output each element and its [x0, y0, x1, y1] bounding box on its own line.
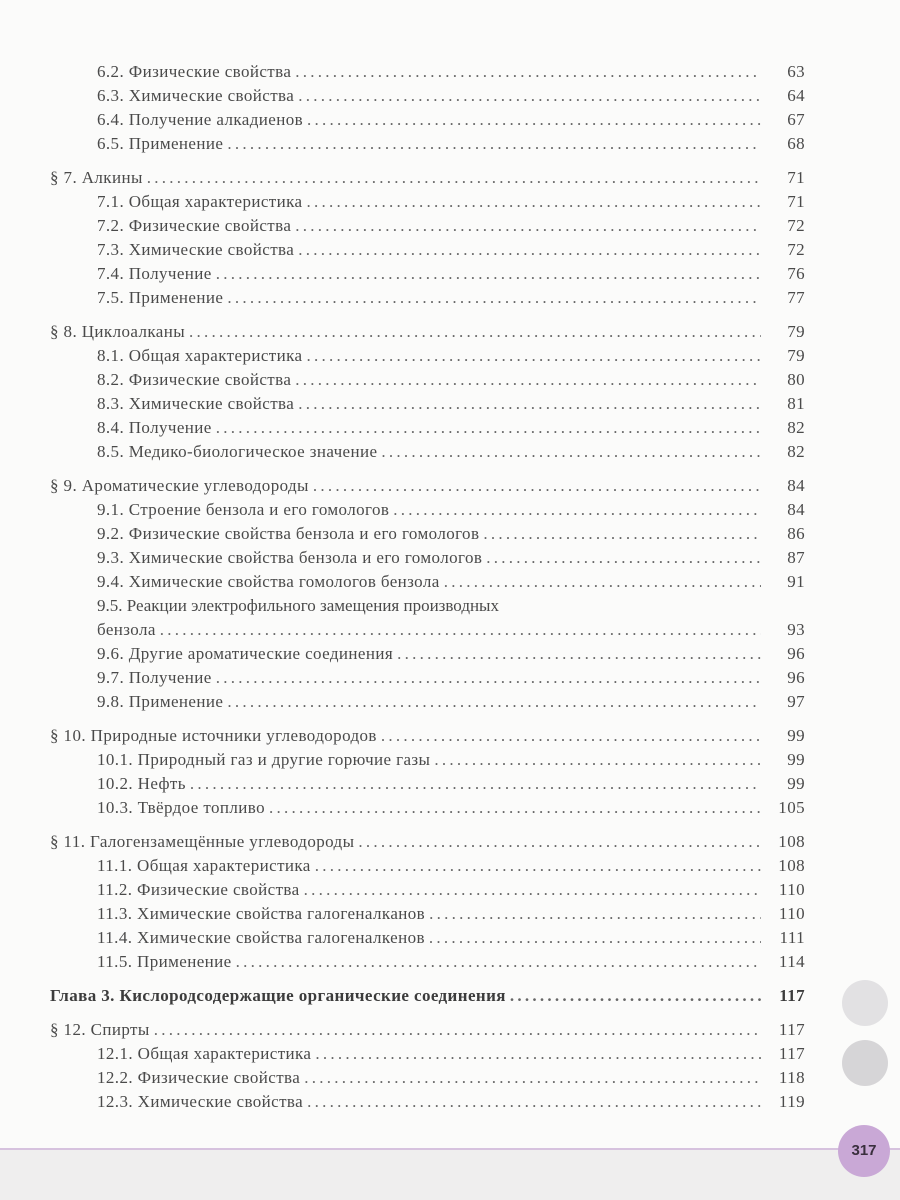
- toc-entry-title: 12.1. Общая характеристика: [97, 1044, 312, 1063]
- toc-group: [50, 830, 805, 974]
- toc-entry-page: 67: [787, 110, 805, 129]
- toc-entry-title: 8.5. Медико-биологическое значение: [97, 442, 378, 461]
- toc-entry-title: § 11. Галогензамещённые углеводороды: [50, 832, 355, 851]
- toc-section[interactable]: [50, 474, 805, 498]
- dot-leader: [227, 286, 761, 310]
- toc-entry-page: 117: [778, 1020, 805, 1039]
- dot-leader: [298, 238, 761, 262]
- toc-entry-title: 11.1. Общая характеристика: [97, 856, 311, 875]
- dot-leader: [307, 108, 761, 132]
- toc-entry-page: 96: [787, 668, 805, 687]
- toc-entry-page: 111: [779, 928, 805, 947]
- toc-subsection[interactable]: [50, 522, 805, 546]
- toc-entry-page: 80: [787, 370, 805, 389]
- toc-entry-page: 87: [787, 548, 805, 567]
- dot-leader: [190, 772, 761, 796]
- toc-entry-page: 82: [787, 418, 805, 437]
- toc-subsection[interactable]: [50, 416, 805, 440]
- toc-entry-page: 82: [787, 442, 805, 461]
- toc-subsection[interactable]: [50, 368, 805, 392]
- section-tab-marker: [842, 1040, 888, 1086]
- dot-leader: [444, 570, 761, 594]
- toc-entry-title: 8.2. Физические свойства: [97, 370, 292, 389]
- dot-leader: [160, 618, 761, 642]
- dot-leader: [429, 926, 761, 950]
- toc-entry-page: 71: [787, 168, 805, 187]
- dot-leader: [304, 1066, 761, 1090]
- toc-entry-page: 77: [787, 288, 805, 307]
- section-tab-marker: [842, 980, 888, 1026]
- toc-entry-title: 9.8. Применение: [97, 692, 224, 711]
- dot-leader: [306, 190, 761, 214]
- toc-section[interactable]: [50, 320, 805, 344]
- toc-subsection[interactable]: [50, 108, 805, 132]
- toc-group: [50, 166, 805, 310]
- toc-subsection[interactable]: [50, 772, 805, 796]
- toc-entry-page: 86: [787, 524, 805, 543]
- toc-entry-page: 118: [778, 1068, 805, 1087]
- toc-subsection[interactable]: [50, 666, 805, 690]
- toc-subsection[interactable]: [50, 950, 805, 974]
- toc-entry-page: 108: [778, 832, 805, 851]
- toc-subsection[interactable]: [50, 748, 805, 772]
- toc-entry-page: 105: [778, 798, 805, 817]
- toc-subsection[interactable]: [50, 546, 805, 570]
- toc-subsection[interactable]: [50, 60, 805, 84]
- toc-entry-page: 99: [787, 750, 805, 769]
- toc-group: [50, 60, 805, 156]
- toc-subsection[interactable]: [50, 190, 805, 214]
- toc-subsection[interactable]: [50, 498, 805, 522]
- page-number: 317: [838, 1125, 890, 1177]
- dot-leader: [189, 320, 761, 344]
- toc-entry-page: 110: [778, 904, 805, 923]
- toc-chapter[interactable]: [50, 984, 805, 1008]
- toc-entry-title: 9.2. Физические свойства бензола и его гомологов: [97, 524, 480, 543]
- toc-subsection[interactable]: [50, 796, 805, 820]
- toc-entry-title: 9.3. Химические свойства бензола и его гомологов: [97, 548, 483, 567]
- toc-entry-title: 6.4. Получение алкадиенов: [97, 110, 304, 129]
- dot-leader: [429, 902, 761, 926]
- toc-subsection[interactable]: [50, 344, 805, 368]
- page-footer-band: [0, 1148, 900, 1200]
- toc-entry-title: 8.4. Получение: [97, 418, 212, 437]
- dot-leader: [147, 166, 761, 190]
- toc-group: [50, 984, 805, 1008]
- toc-entry-title: 7.5. Применение: [97, 288, 224, 307]
- toc-entry-page: 71: [787, 192, 805, 211]
- toc-entry-page: 117: [778, 1044, 805, 1063]
- toc-entry-page: 117: [779, 986, 805, 1005]
- dot-leader: [486, 546, 761, 570]
- toc-entry-page: 76: [787, 264, 805, 283]
- toc-entry-title: 8.3. Химические свойства: [97, 394, 295, 413]
- toc-entry-title: 6.5. Применение: [97, 134, 224, 153]
- dot-leader: [306, 344, 761, 368]
- toc-entry-title: 10.3. Твёрдое топливо: [97, 798, 265, 817]
- dot-leader: [295, 214, 761, 238]
- toc-entry-title: 10.2. Нефть: [97, 774, 186, 793]
- dot-leader: [154, 1018, 761, 1042]
- toc-entry-page: 114: [778, 952, 805, 971]
- toc-subsection[interactable]: [50, 132, 805, 156]
- toc-entry-page: 72: [787, 216, 805, 235]
- toc-subsection[interactable]: [50, 1066, 805, 1090]
- toc-subsection[interactable]: [50, 690, 805, 714]
- toc-entry-title: 7.3. Химические свойства: [97, 240, 295, 259]
- dot-leader: [358, 830, 761, 854]
- table-of-contents: [50, 60, 805, 1124]
- toc-entry-title: 7.2. Физические свойства: [97, 216, 292, 235]
- toc-entry-title-continued: бензола: [97, 620, 156, 639]
- toc-entry-page: 79: [787, 322, 805, 341]
- toc-entry-title: 11.4. Химические свойства галогеналкенов: [97, 928, 425, 947]
- toc-entry-page: 84: [787, 500, 805, 519]
- toc-entry-page: 99: [787, 726, 805, 745]
- toc-entry-title: Глава 3. Кислородсодержащие органические соединения: [50, 986, 506, 1005]
- dot-leader: [227, 690, 761, 714]
- toc-entry-title: 11.5. Применение: [97, 952, 232, 971]
- toc-entry-title: 12.2. Физические свойства: [97, 1068, 301, 1087]
- toc-subsection[interactable]: [50, 926, 805, 950]
- dot-leader: [381, 724, 761, 748]
- dot-leader: [298, 84, 761, 108]
- toc-entry-title: 6.3. Химические свойства: [97, 86, 295, 105]
- toc-subsection[interactable]: [50, 392, 805, 416]
- toc-entry-page: 68: [787, 134, 805, 153]
- toc-subsection[interactable]: [50, 84, 805, 108]
- toc-entry-title: § 7. Алкины: [50, 168, 143, 187]
- toc-entry-page: 64: [787, 86, 805, 105]
- dot-leader: [483, 522, 761, 546]
- toc-subsection[interactable]: [50, 854, 805, 878]
- dot-leader: [313, 474, 761, 498]
- toc-entry-title: 10.1. Природный газ и другие горючие газы: [97, 750, 431, 769]
- toc-section[interactable]: [50, 166, 805, 190]
- dot-leader: [381, 440, 761, 464]
- toc-entry-title: 9.5. Реакции электрофильного замещения производных: [97, 596, 499, 615]
- dot-leader: [393, 498, 761, 522]
- dot-leader: [315, 854, 761, 878]
- toc-entry-title: 11.3. Химические свойства галогеналканов: [97, 904, 426, 923]
- toc-subsection[interactable]: [50, 642, 805, 666]
- toc-entry-title: § 8. Циклоалканы: [50, 322, 186, 341]
- toc-subsection[interactable]: [50, 1042, 805, 1066]
- toc-entry-page: 72: [787, 240, 805, 259]
- dot-leader: [216, 262, 761, 286]
- toc-entry-title: 11.2. Физические свойства: [97, 880, 300, 899]
- toc-entry-page: 63: [787, 62, 805, 81]
- toc-section[interactable]: [50, 1018, 805, 1042]
- toc-subsection[interactable]: [50, 262, 805, 286]
- toc-subsection[interactable]: [50, 286, 805, 310]
- toc-entry-page: 79: [787, 346, 805, 365]
- toc-entry-page: 84: [787, 476, 805, 495]
- toc-group: [50, 1018, 805, 1114]
- dot-leader: [236, 950, 761, 974]
- toc-entry-title: 12.3. Химические свойства: [97, 1092, 304, 1111]
- toc-entry-title: 9.7. Получение: [97, 668, 212, 687]
- toc-entry-page: 93: [787, 620, 805, 639]
- toc-entry-title: § 9. Ароматические углеводороды: [50, 476, 309, 495]
- toc-group: [50, 320, 805, 464]
- toc-section[interactable]: [50, 830, 805, 854]
- toc-entry-title: 7.1. Общая характеристика: [97, 192, 303, 211]
- toc-entry-title: 6.2. Физические свойства: [97, 62, 292, 81]
- dot-leader: [269, 796, 761, 820]
- toc-subsection[interactable]: [50, 902, 805, 926]
- toc-entry-page: 119: [778, 1092, 805, 1111]
- toc-group: [50, 474, 805, 714]
- toc-entry-title: 8.1. Общая характеристика: [97, 346, 303, 365]
- toc-entry-page: 110: [778, 880, 805, 899]
- toc-entry-title: 9.6. Другие ароматические соединения: [97, 644, 394, 663]
- toc-entry-title: § 12. Спирты: [50, 1020, 150, 1039]
- toc-subsection[interactable]: [50, 214, 805, 238]
- dot-leader: [304, 878, 761, 902]
- toc-entry-title: § 10. Природные источники углеводородов: [50, 726, 377, 745]
- dot-leader: [298, 392, 761, 416]
- toc-entry-title: 7.4. Получение: [97, 264, 212, 283]
- dot-leader: [295, 368, 761, 392]
- dot-leader: [295, 60, 761, 84]
- toc-subsection[interactable]: [50, 238, 805, 262]
- dot-leader: [307, 1090, 761, 1114]
- toc-entry-page: 97: [787, 692, 805, 711]
- toc-entry-page: 108: [778, 856, 805, 875]
- dot-leader: [216, 416, 761, 440]
- toc-entry-title: 9.1. Строение бензола и его гомологов: [97, 500, 390, 519]
- dot-leader: [397, 642, 761, 666]
- dot-leader: [510, 984, 761, 1008]
- toc-entry[interactable]: [50, 618, 805, 642]
- toc-entry-page: 91: [787, 572, 805, 591]
- toc-entry-title: 9.4. Химические свойства гомологов бензола: [97, 572, 440, 591]
- dot-leader: [216, 666, 761, 690]
- toc-subsection[interactable]: [50, 570, 805, 594]
- toc-subsection[interactable]: [50, 878, 805, 902]
- toc-subsection[interactable]: [50, 440, 805, 464]
- toc-entry-page: 81: [787, 394, 805, 413]
- dot-leader: [227, 132, 761, 156]
- toc-entry-page: 99: [787, 774, 805, 793]
- dot-leader: [434, 748, 761, 772]
- toc-entry-page: 96: [787, 644, 805, 663]
- toc-subsection[interactable]: [50, 1090, 805, 1114]
- toc-section[interactable]: [50, 724, 805, 748]
- toc-group: [50, 724, 805, 820]
- dot-leader: [315, 1042, 761, 1066]
